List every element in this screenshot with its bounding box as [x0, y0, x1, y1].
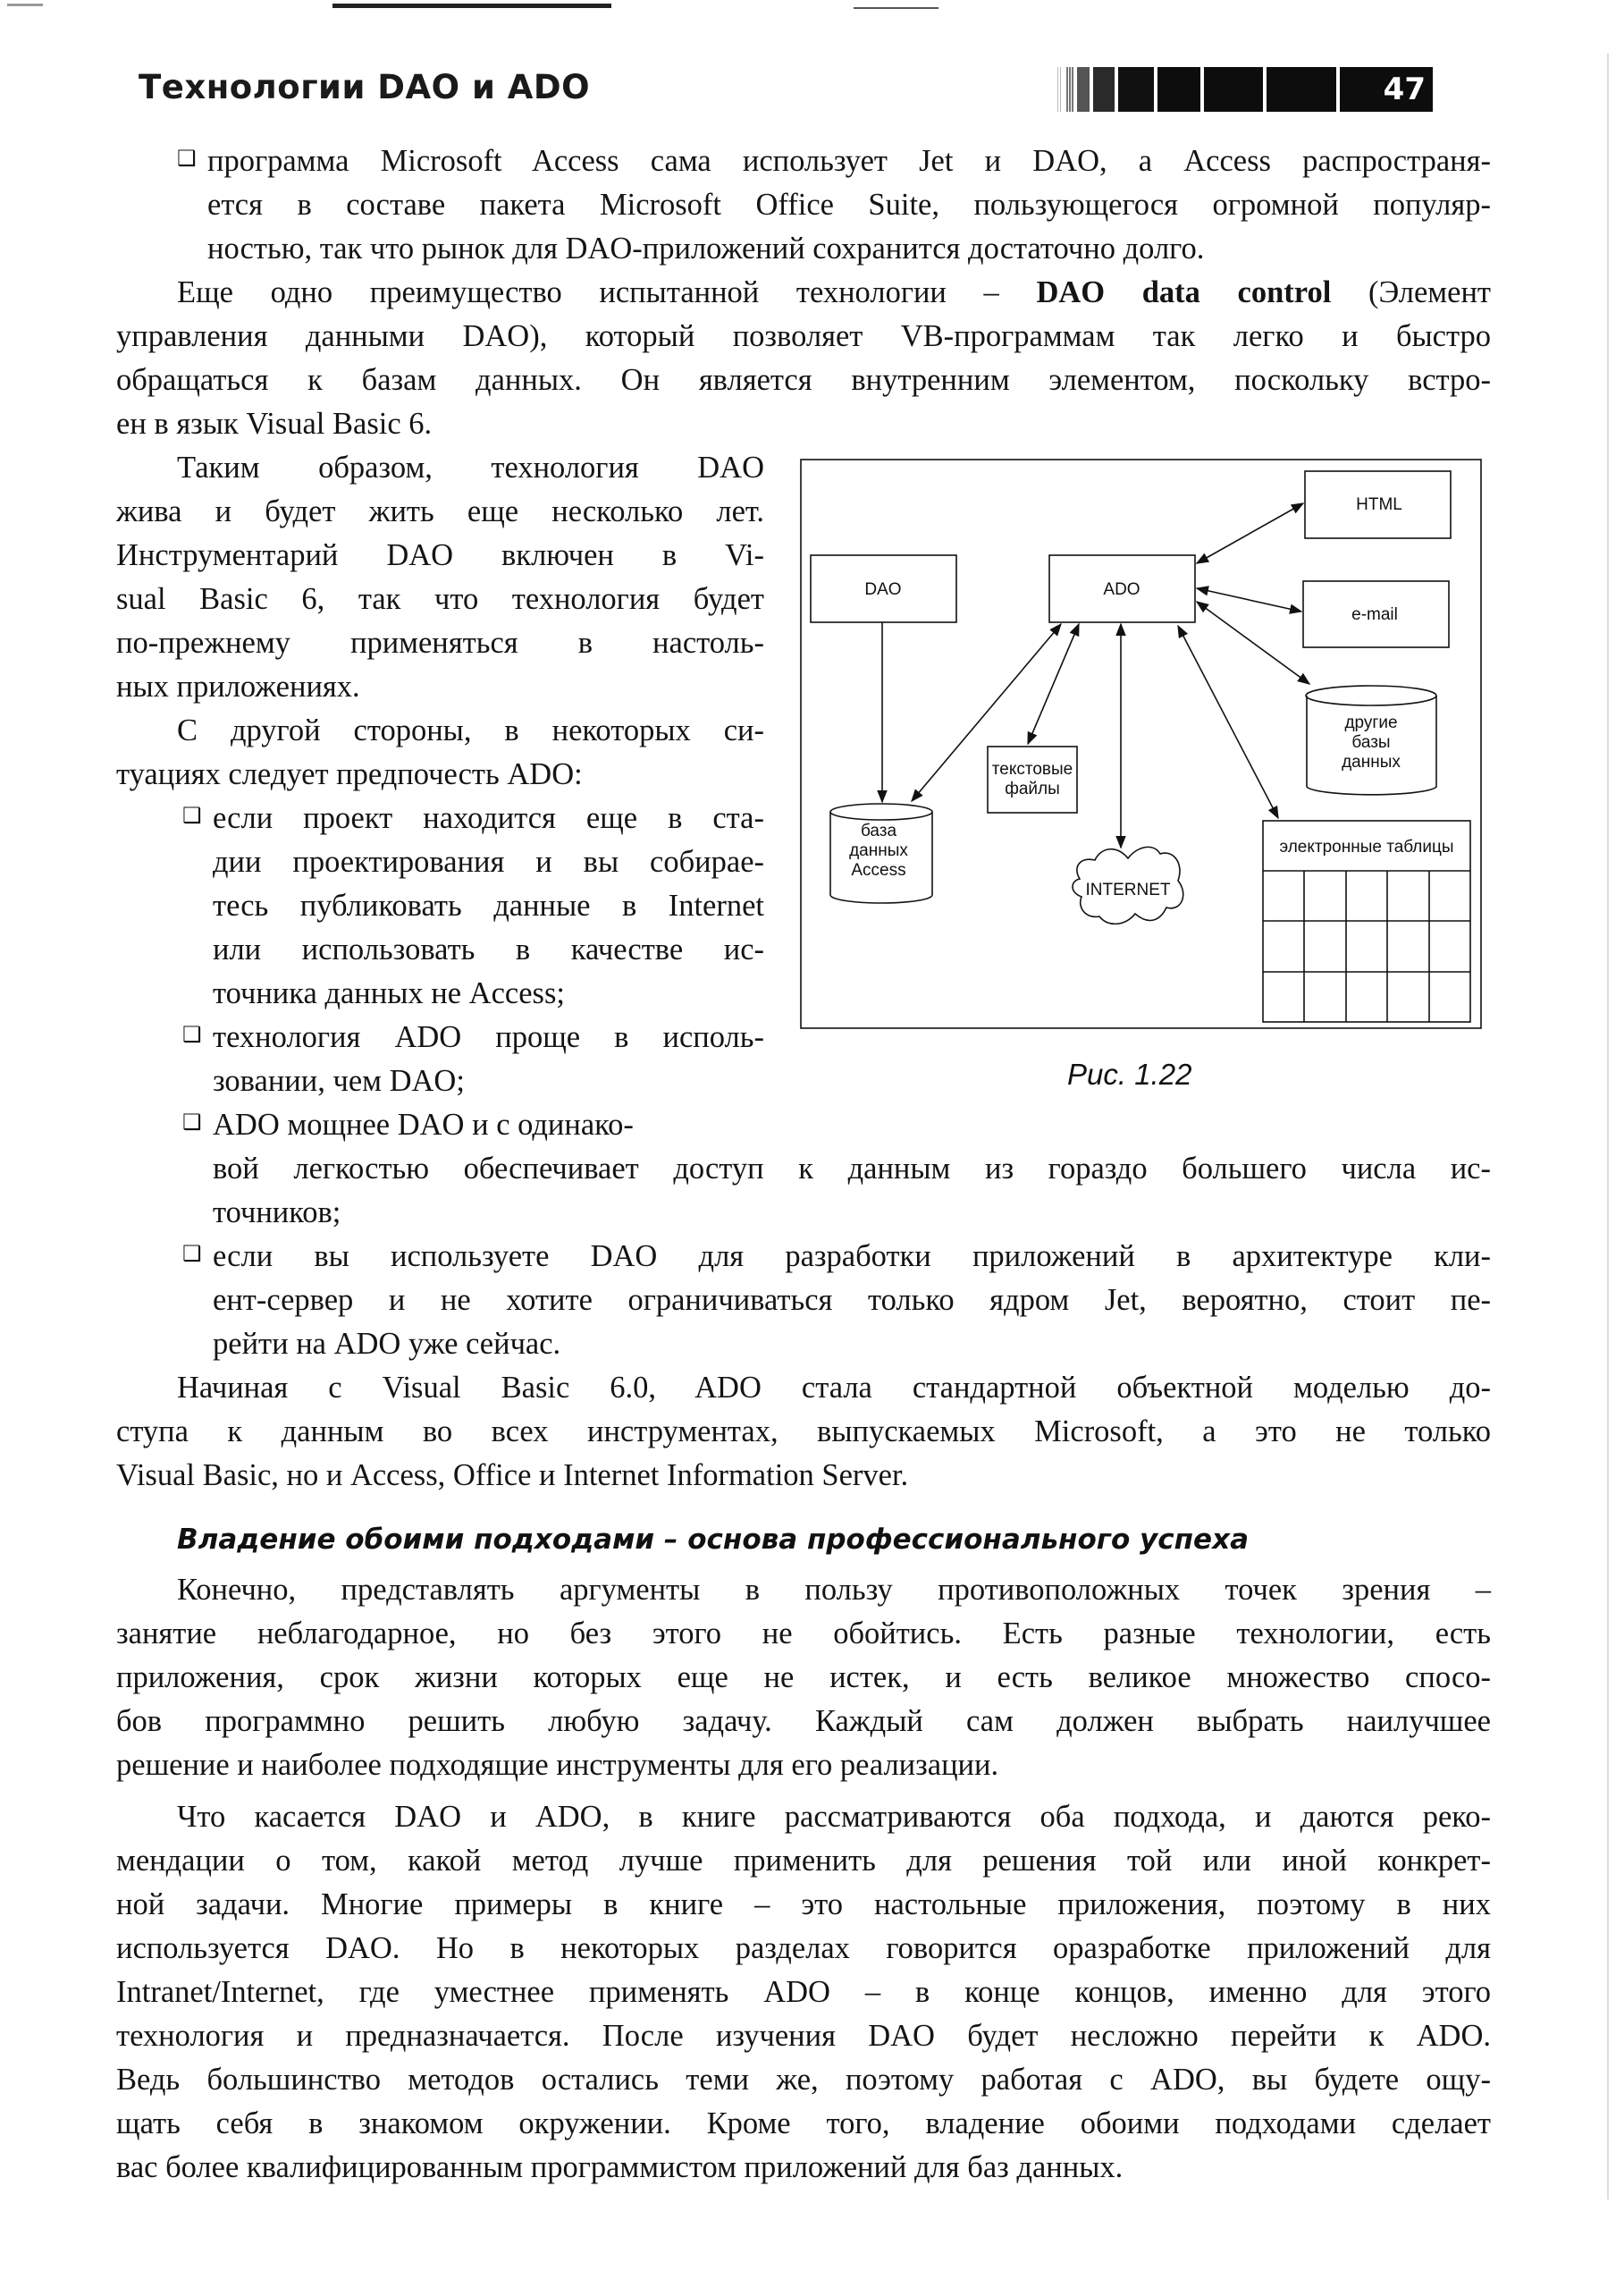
text-line: ступа к данным во всех инструментах, выпускаемых Microsoft, а это не только — [116, 1414, 1491, 1448]
text-line: если проект находится еще в ста- — [213, 801, 764, 835]
text-line: ностью, так что рынок для DAO-приложений сохранится достаточно долго. — [207, 232, 1205, 266]
label-spreadsheet: электронные таблицы — [1279, 838, 1454, 857]
text-line: ных приложениях. — [116, 670, 360, 704]
text-line: туациях следует предпочесть ADO: — [116, 757, 583, 791]
bullet-icon: ❑ — [182, 1110, 202, 1135]
text-line: ен в язык Visual Basic 6. — [116, 407, 433, 441]
text-line: Таким образом, технология DAO — [177, 451, 764, 485]
text-line: тесь публиковать данные в Internet — [213, 889, 764, 923]
text-run: (Элемент — [1331, 275, 1491, 309]
text-line: ент-сервер и не хотите ограничиваться только ядром Jet, вероятно, стоит пе- — [213, 1283, 1491, 1317]
section-heading: Владение обоими подходами – основа профессионального успеха — [177, 1524, 1249, 1556]
text-line: программа Microsoft Access сама использует Jet и DAO, а Access распространя- — [207, 144, 1491, 178]
text-line: Что касается DAO и ADO, в книге рассматриваются оба подхода, и даются реко- — [177, 1800, 1491, 1834]
text-line: используется DAO. Но в некоторых разделах говорится оразработке приложений для — [116, 1931, 1491, 1965]
text-line: Конечно, представлять аргументы в пользу противоположных точек зрения – — [177, 1573, 1491, 1607]
text-line: Инструментарий DAO включен в Vi- — [116, 538, 764, 572]
text-line: или использовать в качестве ис- — [213, 933, 764, 967]
text-line: Начиная с Visual Basic 6.0, ADO стала стандартной объектной моделью до- — [177, 1371, 1491, 1405]
bullet-icon: ❑ — [182, 1241, 202, 1266]
text-line: точников; — [213, 1195, 341, 1229]
label-other-db: базы — [1351, 733, 1391, 752]
text-line: зовании, чем DAO; — [213, 1064, 465, 1098]
bullet-icon: ❑ — [182, 803, 202, 828]
text-line: занятие неблагодарное, но без этого не обойтись. Есть разные технологии, есть — [116, 1616, 1491, 1650]
text-line: по-прежнему применяться в настоль- — [116, 626, 764, 660]
label-text-files: текстовые — [991, 760, 1073, 779]
text-line: рейти на ADO уже сейчас. — [213, 1327, 561, 1361]
text-line: технология ADO проще в исполь- — [213, 1020, 764, 1054]
page-number: 47 — [1340, 67, 1433, 112]
label-access-db: Access — [851, 861, 906, 880]
label-access-db: база — [860, 822, 897, 840]
text-line: точника данных не Access; — [213, 976, 565, 1010]
bullet-icon: ❑ — [177, 146, 197, 171]
text-line: жива и будет жить еще несколько лет. — [116, 494, 764, 528]
text-line: ется в составе пакета Microsoft Office Suite, пользующегося огромной популяр- — [207, 188, 1491, 222]
label-other-db: другие — [1344, 713, 1398, 732]
text-line: дии проектирования и вы собирае- — [213, 845, 764, 879]
text-line: Ведь большинство методов остались теми же, поэтому работая с ADO, вы будете ощу- — [116, 2063, 1491, 2097]
text-line: ADO мощнее DAO и с одинако- — [213, 1108, 634, 1142]
label-email: e-mail — [1351, 605, 1398, 624]
text-line: обращаться к базам данных. Он является внутренним элементом, поскольку встро- — [116, 363, 1491, 397]
text-line: С другой стороны, в некоторых си- — [177, 713, 764, 747]
text-line: приложения, срок жизни которых еще не истек, и есть великое множество спосо- — [116, 1660, 1491, 1694]
text-run: Еще одно преимущество испытанной технологии – — [177, 275, 1037, 309]
label-ado: ADO — [1103, 580, 1140, 599]
text-line: если вы используете DAO для разработки приложений в архитектуре кли- — [213, 1239, 1491, 1273]
label-html: HTML — [1356, 495, 1402, 514]
text-line: управления данными DAO), который позволяет VB-программам так легко и быстро — [116, 319, 1491, 353]
text-line: ной задачи. Многие примеры в книге – это настольные приложения, поэтому в них — [116, 1887, 1491, 1921]
text-line: мендации о том, какой метод лучше применить для решения той или иной конкрет- — [116, 1844, 1491, 1878]
figure-caption: Рис. 1.22 — [1067, 1058, 1192, 1091]
label-other-db: данных — [1342, 753, 1401, 772]
term-dao-data-control: DAO data control — [1036, 275, 1332, 309]
text-line: решение и наиболее подходящие инструменты для его реализации. — [116, 1748, 999, 1782]
text-line: Visual Basic, но и Access, Office и Internet Information Server. — [116, 1458, 909, 1492]
text-line: вой легкостью обеспечивает доступ к данным из гораздо большего числа ис- — [213, 1152, 1491, 1186]
label-access-db: данных — [849, 841, 908, 860]
label-internet: INTERNET — [1085, 881, 1171, 899]
text-line: вас более квалифицированным программистом приложений для баз данных. — [116, 2150, 1124, 2184]
text-line: sual Basic 6, так что технология будет — [116, 582, 764, 616]
text-line: щать себя в знакомом окружении. Кроме того, владение обоими подходами сделает — [116, 2106, 1491, 2140]
text-line: технология и предназначается. После изучения DAO будет несложно перейти к ADO. — [116, 2019, 1491, 2053]
text-line: Intranet/Internet, где уместнее применять ADO – в конце концов, именно для этого — [116, 1975, 1491, 2009]
label-dao: DAO — [864, 580, 902, 599]
bullet-icon: ❑ — [182, 1022, 202, 1047]
running-title: Технологии DAO и ADO — [139, 68, 591, 106]
text-line: бов программно решить любую задачу. Каждый сам должен выбрать наилучшее — [116, 1704, 1491, 1738]
label-text-files: файлы — [1005, 780, 1060, 798]
